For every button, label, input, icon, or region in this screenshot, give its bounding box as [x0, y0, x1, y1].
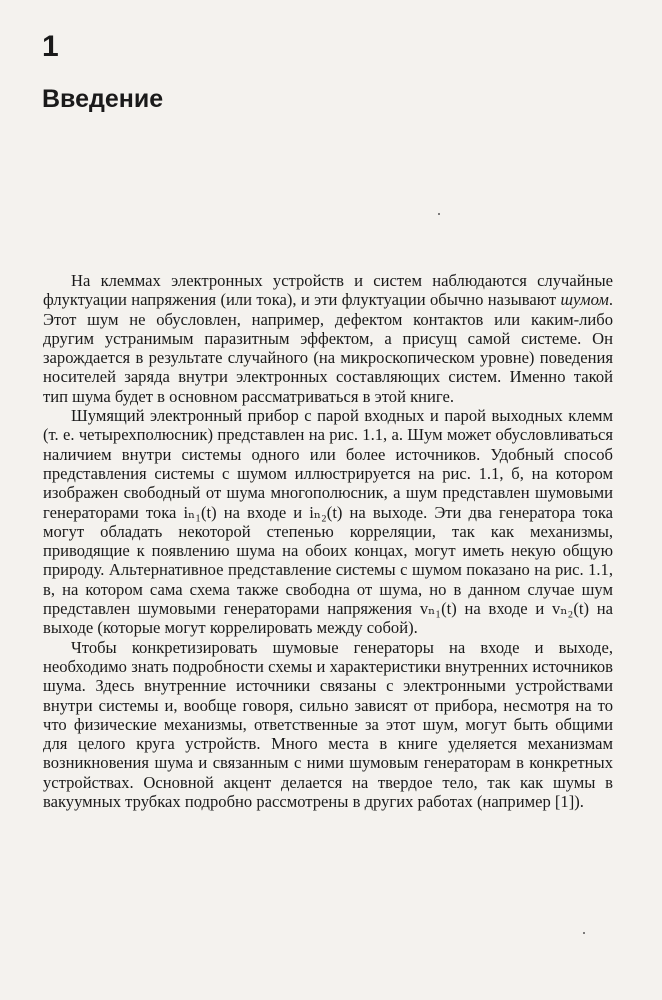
paragraph-1	[43, 271, 613, 406]
chapter-body	[43, 271, 613, 811]
chapter-title: Введение	[42, 85, 164, 113]
paragraph-2: Шумящий электронный прибор с парой входных и парой выходных клемм (т. е. четырехполюсник) представлен на рис. 1.1, а. Шум может обусловливаться наличием внутри системы одного или более источников. Удобный способ представления системы с шумом иллюстрируется на рис. 1.1, б, на котором изображен свободный от шума многополюсник, а шум представлен шумовыми генераторами тока iₙ₁(t) на входе и iₙ₂(t) на выходе. Эти два генератора тока могут обладать некоторой степенью корреляции, так как механизмы, приводящие к появлению шума на обоих концах, могут иметь некую общую природу. Альтернативное представление системы с шумом показано на рис. 1.1, в, на котором сама схема также свободна от шума, но в данном случае шум представлен шумовыми генераторами напряжения vₙ₁(t) на входе и vₙ₂(t) на выходе (которые могут коррелировать между собой).	[43, 406, 613, 638]
paragraph-3: Чтобы конкретизировать шумовые генераторы на входе и выходе, необходимо знать подробности схемы и характеристики внутренних источников шума. Здесь внутренние источники связаны с электронными устройствами внутри системы и, вообще говоря, сильно зависят от прибора, несмотря на то что физические механизмы, ответственные за этот шум, могут быть общими для целого круга устройств. Много места в книге уделяется механизмам возникновения шума и связанным с ними шумовым генераторам в конкретных устройствах. Основной акцент делается на твердое тело, так как шумы в вакуумных трубках подробно рассмотрены в других работах (например [1]).	[43, 637, 613, 812]
scan-speck	[438, 213, 440, 215]
noise-term: шумом	[560, 290, 609, 310]
paragraph-1-before: На клеммах электронных устройств и систем наблюдаются случайные флуктуации напряжения (или тока), и эти флуктуации обычно называют	[43, 271, 613, 310]
scan-speck	[583, 932, 585, 934]
paragraph-1-after: . Этот шум не обусловлен, например, дефектом контактов или каким-либо другим устранимым паразитным эффектом, а присущ самой системе. Он зарождается в результате случайного (на микроскопическом уровне) поведения носителей заряда внутри электронных составляющих систем. Именно такой тип шума будет в основном рассматриваться в этой книге.	[43, 290, 613, 406]
chapter-number: 1	[42, 30, 59, 63]
